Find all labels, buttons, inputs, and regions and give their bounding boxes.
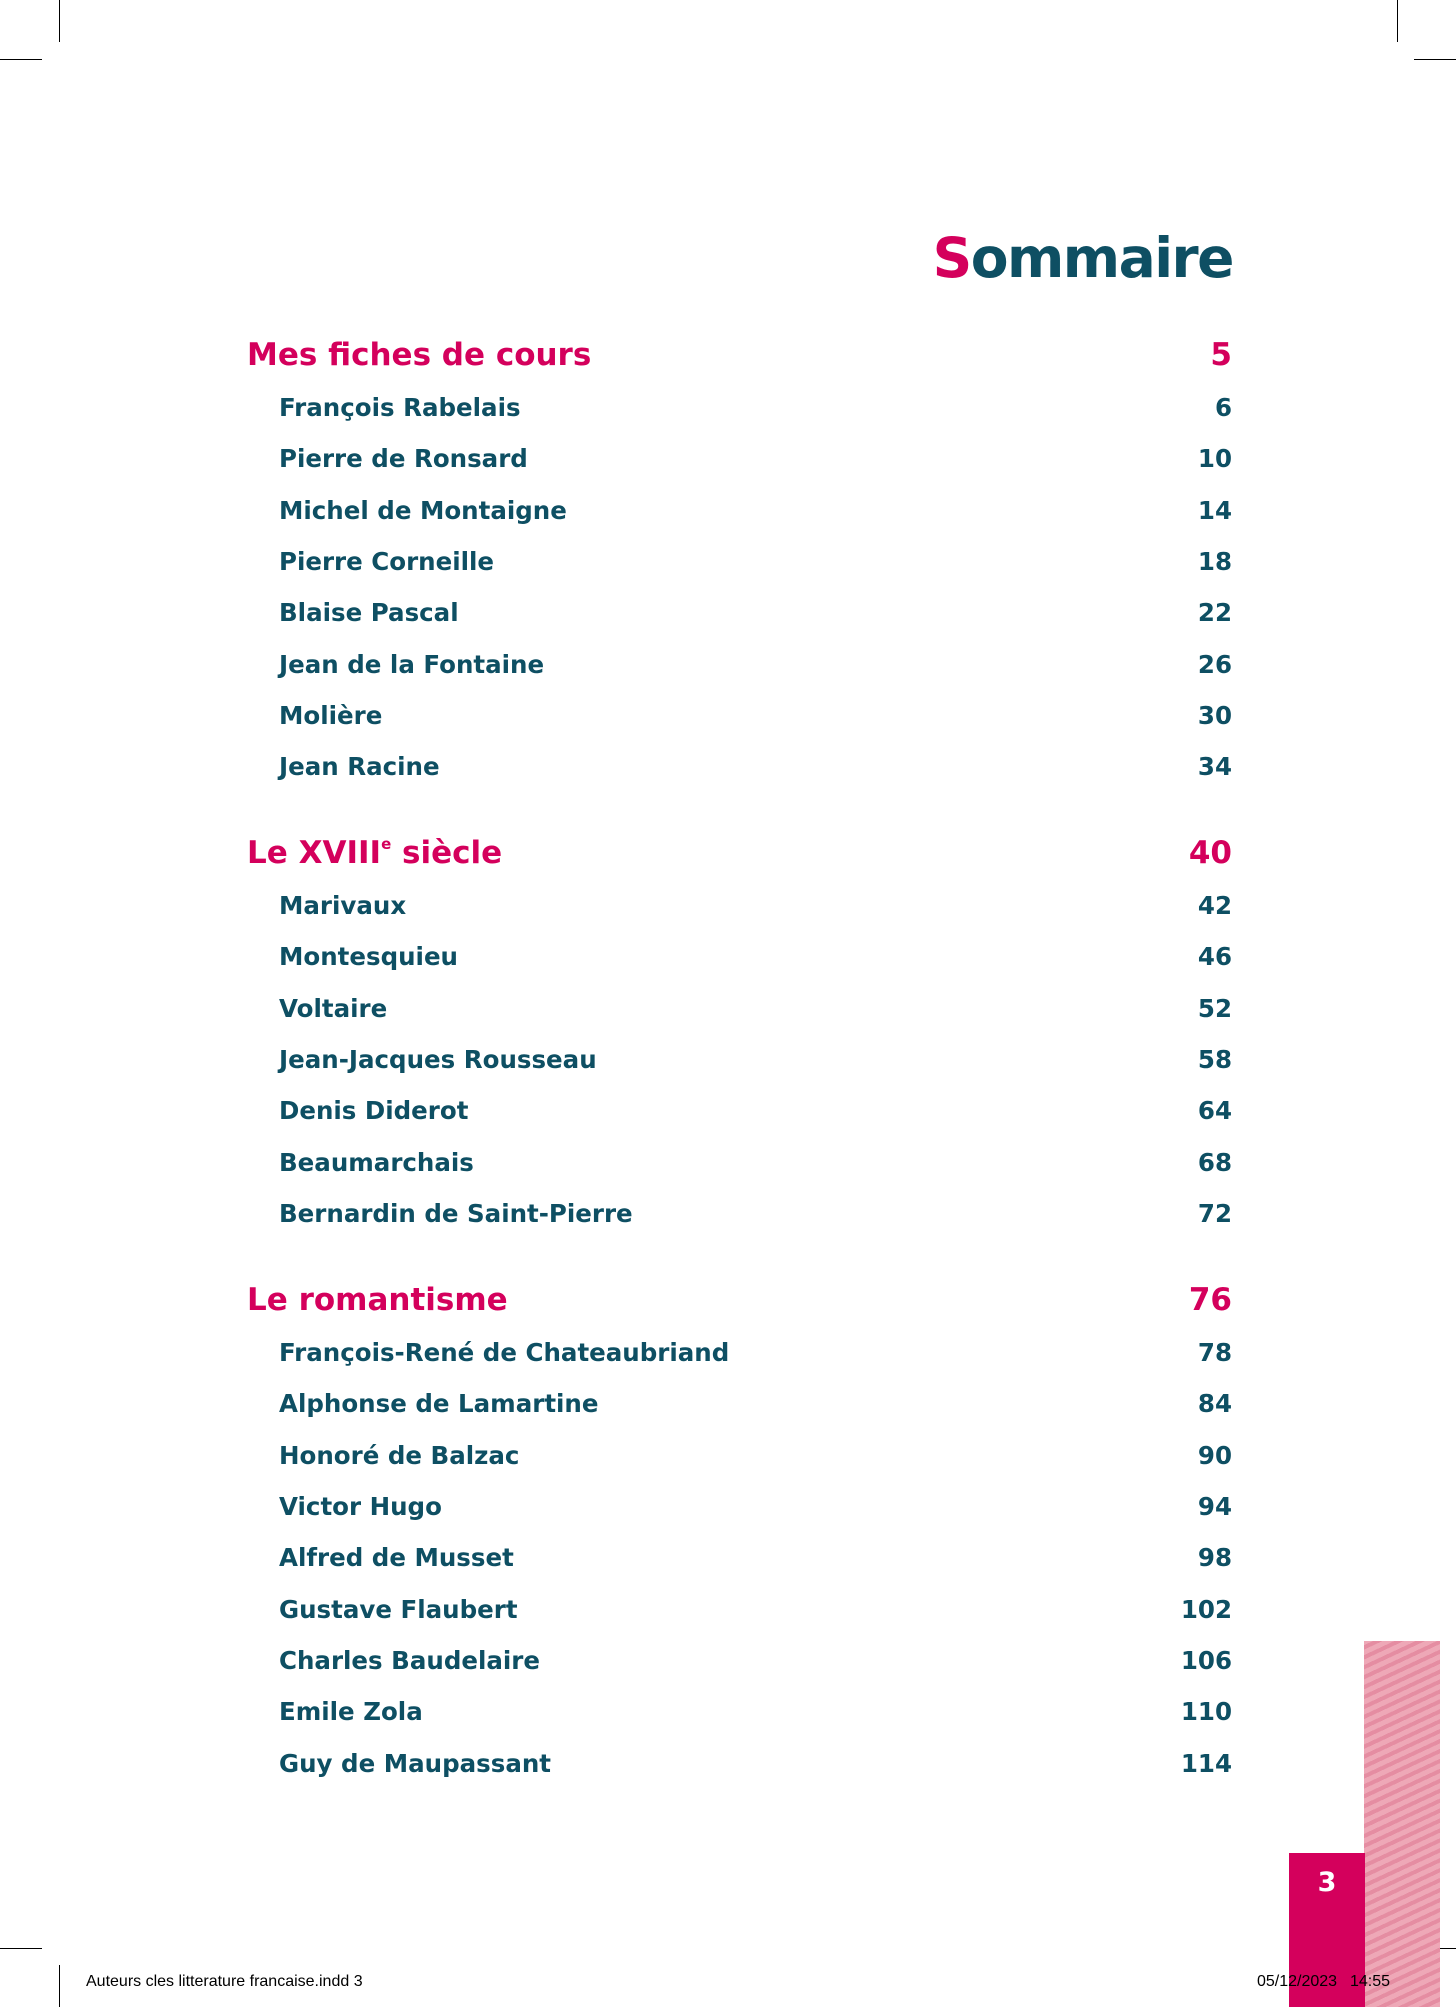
entry-page: 18 — [1197, 547, 1232, 577]
section-title: Mes fiches de cours — [247, 337, 592, 373]
entry-page: 14 — [1197, 495, 1232, 525]
entry-page: 46 — [1197, 942, 1232, 972]
toc-entry[interactable] — [247, 1583, 1232, 1634]
toc-entry[interactable] — [247, 433, 1232, 484]
entry-name: Marivaux — [279, 891, 407, 921]
section-page: 76 — [1188, 1282, 1232, 1318]
entry-name: Gustave Flaubert — [279, 1594, 518, 1624]
crop-mark — [0, 59, 42, 60]
toc-entry[interactable] — [247, 1430, 1232, 1481]
toc-entry[interactable] — [247, 382, 1232, 433]
toc-entry[interactable] — [247, 536, 1232, 587]
entry-name: Montesquieu — [279, 942, 459, 972]
slug-date: 05/12/2023 — [1257, 1973, 1338, 1990]
entry-page: 68 — [1197, 1147, 1232, 1177]
entry-name: Charles Baudelaire — [279, 1645, 540, 1675]
section-title-prefix: Le XVIII — [247, 835, 382, 871]
toc-section-heading[interactable] — [247, 1273, 1232, 1327]
entry-page: 90 — [1197, 1440, 1232, 1470]
toc-section — [247, 1273, 1232, 1789]
entry-page: 106 — [1180, 1645, 1232, 1675]
toc-entry[interactable] — [247, 983, 1232, 1034]
entry-page: 98 — [1197, 1543, 1232, 1573]
toc-entry[interactable] — [247, 1085, 1232, 1136]
entry-page: 52 — [1197, 993, 1232, 1023]
entry-name: Jean-Jacques Rousseau — [279, 1045, 597, 1075]
entry-name: Michel de Montaigne — [279, 495, 567, 525]
entry-name: Voltaire — [279, 993, 388, 1023]
section-page: 40 — [1188, 835, 1232, 871]
entry-name: Pierre de Ronsard — [279, 444, 528, 474]
toc-entry[interactable] — [247, 638, 1232, 689]
toc-entry[interactable] — [247, 1034, 1232, 1085]
section-page: 5 — [1210, 337, 1232, 373]
entry-name: Emile Zola — [279, 1697, 423, 1727]
toc-entry[interactable] — [247, 1378, 1232, 1429]
toc-entry[interactable] — [247, 1188, 1232, 1239]
toc-entry[interactable] — [247, 1481, 1232, 1532]
entry-name: Denis Diderot — [279, 1096, 469, 1126]
toc-entry[interactable] — [247, 1136, 1232, 1187]
entry-page: 30 — [1197, 700, 1232, 730]
entry-page: 72 — [1197, 1198, 1232, 1228]
entry-page: 10 — [1197, 444, 1232, 474]
entry-name: Victor Hugo — [279, 1492, 442, 1522]
entry-page: 102 — [1180, 1594, 1232, 1624]
entry-name: Alphonse de Lamartine — [279, 1389, 599, 1419]
toc-section — [247, 826, 1232, 1239]
entry-name: Molière — [279, 700, 383, 730]
entry-page: 22 — [1197, 598, 1232, 628]
entry-name: Guy de Maupassant — [279, 1748, 552, 1778]
entry-page: 110 — [1180, 1697, 1232, 1727]
entry-name: Jean de la Fontaine — [279, 649, 545, 679]
toc-entry[interactable] — [247, 931, 1232, 982]
toc-entry[interactable] — [247, 1737, 1232, 1788]
section-title — [247, 835, 502, 871]
crop-mark — [59, 1965, 60, 2007]
toc-entry[interactable] — [247, 1686, 1232, 1737]
entry-page: 94 — [1197, 1492, 1232, 1522]
crop-mark — [59, 0, 60, 42]
entry-name: Beaumarchais — [279, 1147, 474, 1177]
entry-name: Alfred de Musset — [279, 1543, 514, 1573]
entry-page: 6 — [1214, 393, 1232, 423]
toc-entry[interactable] — [247, 1635, 1232, 1686]
slug-filename: Auteurs cles litterature francaise.indd 3 — [86, 1973, 363, 1990]
toc-entry[interactable] — [247, 485, 1232, 536]
toc-section-heading[interactable] — [247, 328, 1232, 382]
section-title-superscript: e — [381, 835, 392, 853]
toc-entry[interactable] — [247, 1327, 1232, 1378]
toc-section-heading[interactable] — [247, 826, 1232, 880]
entry-name: Bernardin de Saint-Pierre — [279, 1198, 633, 1228]
toc-entry[interactable] — [247, 587, 1232, 638]
page-number: 3 — [1317, 1867, 1337, 1898]
toc-entry[interactable] — [247, 1532, 1232, 1583]
page-title — [933, 226, 1233, 290]
title-rest: ommaire — [970, 226, 1233, 290]
entry-page: 64 — [1197, 1096, 1232, 1126]
entry-name: Jean Racine — [279, 752, 440, 782]
entry-page: 26 — [1197, 649, 1232, 679]
section-title: Le romantisme — [247, 1282, 508, 1318]
side-tab-stripes — [1364, 1641, 1440, 2007]
entry-name: Blaise Pascal — [279, 598, 459, 628]
entry-page: 114 — [1180, 1748, 1232, 1778]
crop-mark — [0, 1948, 42, 1949]
entry-name: François Rabelais — [279, 393, 521, 423]
crop-mark — [1414, 59, 1456, 60]
section-title-suffix: siècle — [391, 835, 503, 871]
toc-entry[interactable] — [247, 690, 1232, 741]
title-first-letter: S — [932, 226, 971, 290]
toc-entry[interactable] — [247, 880, 1232, 931]
entry-page: 78 — [1197, 1338, 1232, 1368]
slug-time: 14:55 — [1350, 1973, 1391, 1990]
entry-name: François-René de Chateaubriand — [279, 1338, 730, 1368]
entry-name: Pierre Corneille — [279, 547, 495, 577]
entry-name: Honoré de Balzac — [279, 1440, 520, 1470]
entry-page: 42 — [1197, 891, 1232, 921]
entry-page: 58 — [1197, 1045, 1232, 1075]
toc-section — [247, 328, 1232, 792]
toc-entry[interactable] — [247, 741, 1232, 792]
entry-page: 84 — [1197, 1389, 1232, 1419]
crop-mark — [1397, 0, 1398, 42]
entry-page: 34 — [1197, 752, 1232, 782]
